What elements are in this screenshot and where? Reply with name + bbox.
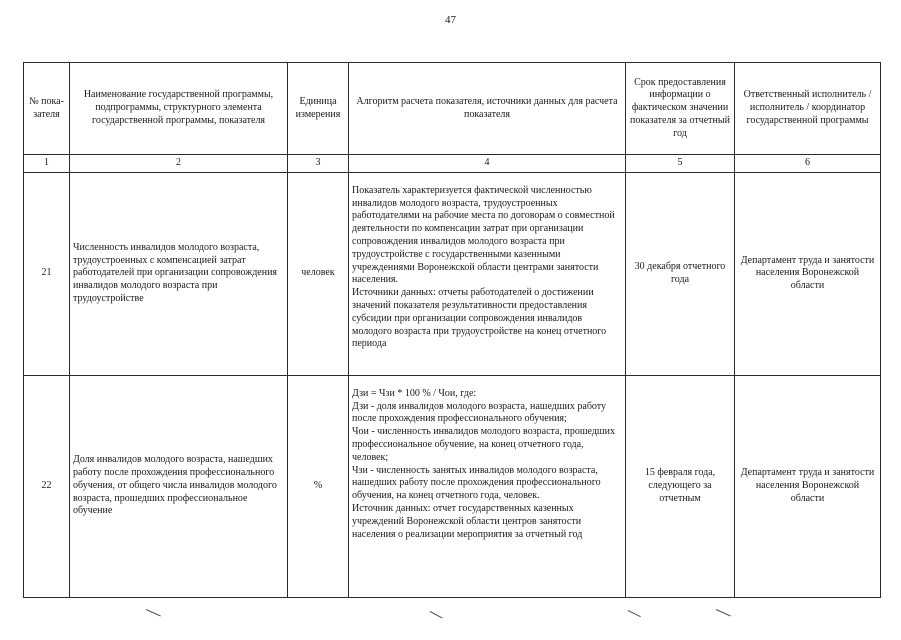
responsible-executor: Департамент труда и занятости населения Воронежской области <box>735 172 881 375</box>
scan-artifact <box>146 609 161 616</box>
responsible-executor: Департамент труда и занятости населения Воронежской области <box>735 375 881 597</box>
algorithm-paragraph: Дзи - доля инвалидов молодого возраста, нашедших работу после прохождения профессионального обучения; <box>352 400 607 425</box>
algorithm-paragraph: Источники данных: отчеты работодателей о достижении значений показателя результативности предоставления субсидии при организации сопровождения инвалидов молодого возраста при трудоустройстве на конец отчетного периода <box>352 287 607 350</box>
header-indicator-number: № пока- зателя <box>24 63 70 155</box>
calculation-algorithm <box>349 172 626 375</box>
algorithm-paragraph: Чои - численность инвалидов молодого возраста, прошедших профессиональное обучение, на конец отчетного года, человек; <box>352 426 615 463</box>
header-row <box>24 63 881 155</box>
indicators-table <box>23 62 881 598</box>
indicator-name: Численность инвалидов молодого возраста, трудоустроенных с компенсацией затрат работодателей при организации сопровождения инвалидов молодого возраста при трудоустройстве <box>70 172 288 375</box>
algorithm-paragraph: Источник данных: отчет государственных казенных учреждений Воронежской области центров занятости населения о реализации мероприятия за отчетный год <box>352 502 583 540</box>
indicator-name: Доля инвалидов молодого возраста, нашедших работу после прохождения профессионального обучения, от общего числа инвалидов молодого возраста, прошедших профессиональное обучение <box>70 375 288 597</box>
formula: Дзи = Чзи * 100 % / Чои, где: <box>352 387 477 399</box>
header-name: Наименование государственной программы, подпрограммы, структурного элемента государственной программы, показателя <box>70 63 288 155</box>
algorithm-paragraph: Показатель характеризуется фактической численностью инвалидов молодого возраста, трудоустроенных работодателями на рабочие места по договорам о совместной деятельности по компенсации затрат при организации сопровождения инвалидов молодого возраста при трудоустройстве с государственными казенными учреждениями Воронежской области центрами занятости населения. <box>352 184 615 286</box>
column-number: 5 <box>626 155 735 173</box>
column-number: 3 <box>288 155 349 173</box>
table-row <box>24 375 881 597</box>
column-number: 2 <box>70 155 288 173</box>
table-row <box>24 172 881 375</box>
unit-of-measure: % <box>288 375 349 597</box>
header-algorithm: Алгоритм расчета показателя, источники данных для расчета показателя <box>349 63 626 155</box>
column-number: 1 <box>24 155 70 173</box>
header-responsible: Ответственный исполнитель / исполнитель / координатор государственной программы <box>735 63 881 155</box>
column-number-row <box>24 155 881 173</box>
column-number: 4 <box>349 155 626 173</box>
calculation-algorithm <box>349 375 626 597</box>
row-number: 21 <box>24 172 70 375</box>
scan-artifact <box>430 611 443 618</box>
row-number: 22 <box>24 375 70 597</box>
scan-artifact <box>716 609 731 616</box>
header-unit: Единица измерения <box>288 63 349 155</box>
header-deadline: Срок предоставления информации о фактическом значении показателя за отчетный год <box>626 63 735 155</box>
reporting-deadline: 30 декабря отчетного года <box>626 172 735 375</box>
reporting-deadline: 15 февраля года, следующего за отчетным <box>626 375 735 597</box>
scan-artifact <box>628 610 641 617</box>
unit-of-measure: человек <box>288 172 349 375</box>
algorithm-paragraph: Чзи - численность занятых инвалидов молодого возраста, нашедших работу после прохождения профессионального обучения, на конец отчетного года, человек. <box>352 464 601 502</box>
column-number: 6 <box>735 155 881 173</box>
page-number: 47 <box>445 14 456 26</box>
